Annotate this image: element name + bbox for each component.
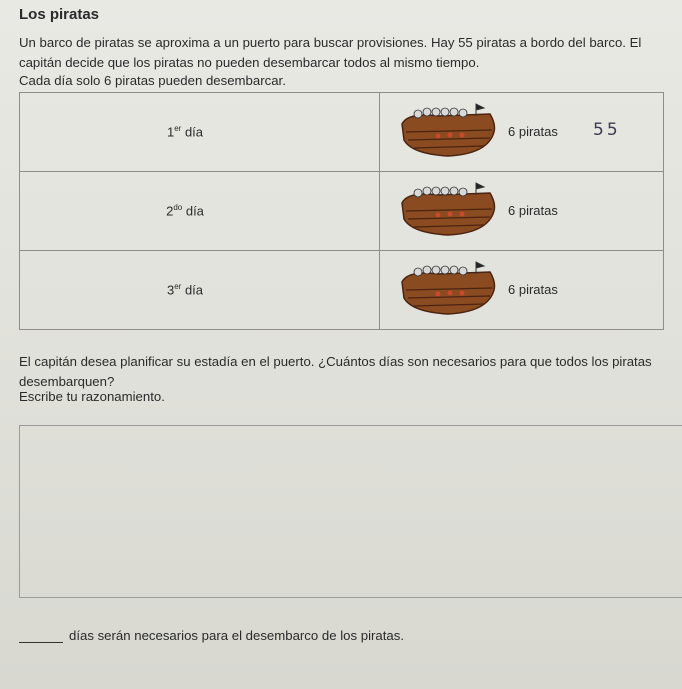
day-label: $2^{do}$ día bbox=[20, 172, 380, 251]
ship-cell bbox=[380, 172, 664, 251]
day-label: 3er día bbox=[20, 251, 380, 330]
pirate-count: 6 piratas bbox=[508, 203, 558, 218]
reasoning-box[interactable] bbox=[19, 425, 682, 598]
days-table bbox=[19, 92, 664, 330]
question-text: El capitán desea planificar su estadía en el puerto. ¿Cuántos días son necesarios para que todos los piratas desembarquen? bbox=[19, 354, 652, 389]
instruction-text: Escribe tu razonamiento. bbox=[19, 389, 165, 404]
answer-blank[interactable] bbox=[19, 628, 63, 643]
pirate-ship-icon bbox=[398, 102, 498, 162]
pirate-ship-icon bbox=[398, 260, 498, 320]
final-answer-line bbox=[19, 628, 404, 643]
day-label: 1er día bbox=[20, 93, 380, 172]
table-row bbox=[20, 251, 664, 330]
ship-cell bbox=[380, 251, 664, 330]
handwritten-note: 55 bbox=[593, 120, 621, 140]
ship-cell bbox=[380, 93, 664, 172]
table-row bbox=[20, 93, 664, 172]
table-row bbox=[20, 172, 664, 251]
intro-paragraph: Un barco de piratas se aproxima a un puerto para buscar provisiones. Hay 55 piratas a bordo del barco. El capitán decide que los piratas no pueden desembarcar todos al mismo tiempo. bbox=[19, 35, 642, 70]
rule-statement: Cada día solo 6 piratas pueden desembarcar. bbox=[19, 73, 286, 88]
page-title: Los piratas bbox=[19, 6, 100, 23]
pirate-count: 6 piratas bbox=[508, 124, 558, 139]
final-sentence: días serán necesarios para el desembarco de los piratas. bbox=[69, 628, 404, 643]
pirate-count: 6 piratas bbox=[508, 282, 558, 297]
pirate-ship-icon bbox=[398, 181, 498, 241]
